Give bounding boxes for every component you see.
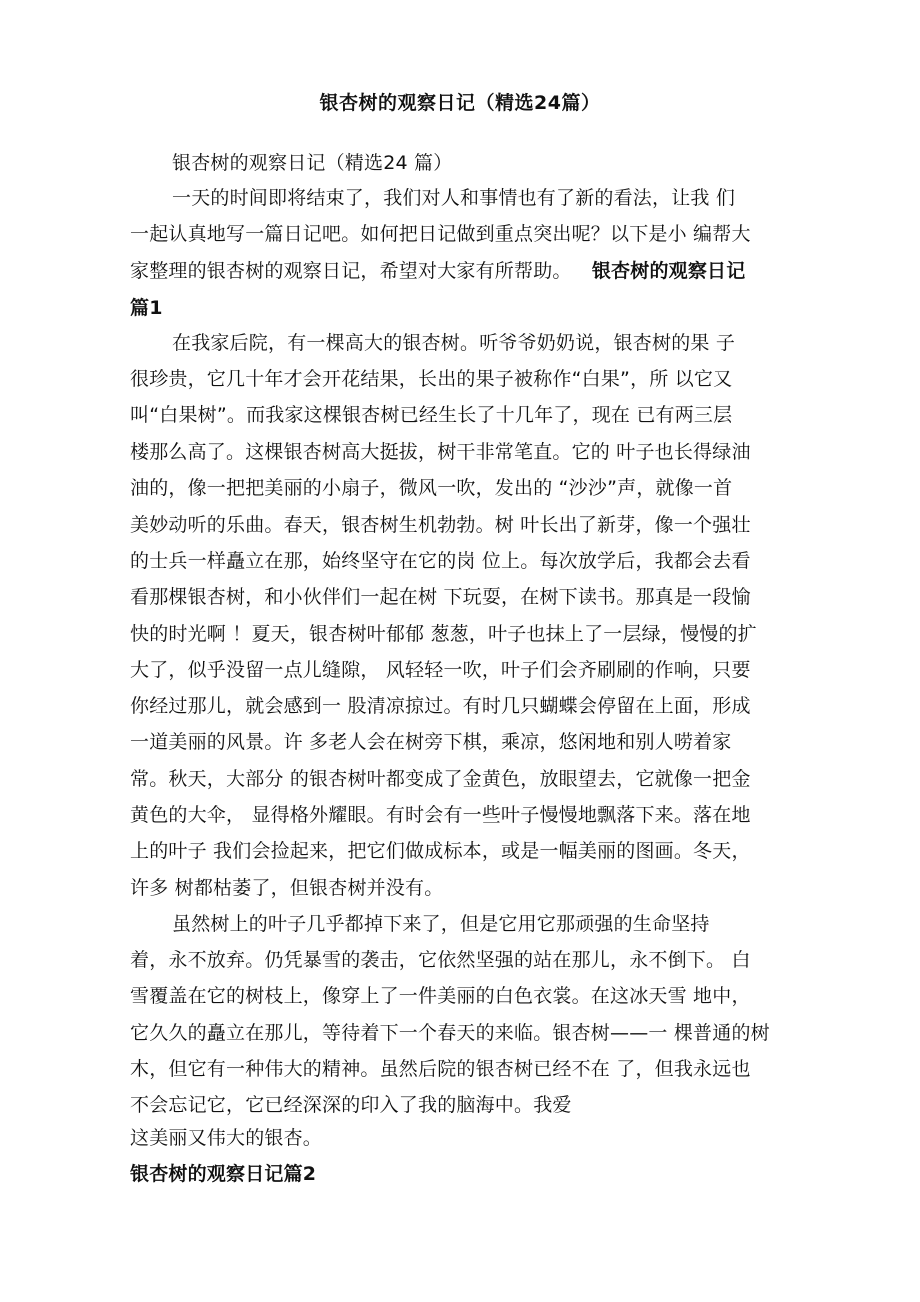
- intro-line: 一起认真地写一篇日记吧。如何把日记做到重点突出呢？以下是小 编帮大: [130, 223, 751, 245]
- document-title: 银杏树的观察日记（精选24篇）: [319, 92, 601, 114]
- paragraph-line: 一道美丽的风景。许 多老人会在树旁下棋，乘凉，悠闲地和别人唠着家: [130, 731, 732, 753]
- paragraph-line: 你经过那儿，就会感到一 股清凉掠过。有时几只蝴蝶会停留在上面，形成: [130, 695, 751, 717]
- paragraph-line: 不会忘记它，它已经深深的印入了我的脑海中。我爱: [130, 1094, 572, 1116]
- section-heading-2: 银杏树的观察日记篇2: [130, 1163, 317, 1185]
- paragraph-line: 上的叶子 我们会捡起来，把它们做成标本，或是一幅美丽的图画。冬天，: [130, 840, 751, 862]
- intro-text: 家整理的银杏树的观察日记，希望对大家有所帮助。: [130, 260, 572, 282]
- paragraph-line: 木，但它有一种伟大的精神。虽然后院的银杏树已经不在 了，但我永远也: [130, 1058, 751, 1080]
- paragraph-line: 大了，似乎没留一点儿缝隙， 风轻轻一吹，叶子们会齐刷刷的作响，只要: [130, 659, 751, 681]
- section-heading-1-number: 篇1: [130, 297, 163, 319]
- paragraph-line: 油的，像一把把美丽的小扇子，微风一吹，发出的 “沙沙”声，就像一首: [130, 477, 733, 499]
- paragraph-line: 着，永不放弃。仍凭暴雪的袭击，它依然坚强的站在那儿，永不倒下。 白: [130, 949, 751, 971]
- paragraph-line: 美妙动听的乐曲。春天，银杏树生机勃勃。树 叶长出了新芽，像一个强壮: [130, 514, 751, 536]
- intro-line: [130, 258, 800, 284]
- paragraph-line: 看那棵银杏树，和小伙伴们一起在树 下玩耍，在树下读书。那真是一段愉: [130, 586, 751, 608]
- paragraph-line: 常。秋天，大部分 的银杏树叶都变成了金黄色，放眼望去，它就像一把金: [130, 768, 751, 790]
- paragraph-line: 快的时光啊 ！夏天，银杏树叶郁郁 葱葱，叶子也抹上了一层绿，慢慢的扩: [130, 623, 757, 645]
- paragraph-line: 许多 树都枯萎了，但银杏树并没有。: [130, 877, 444, 899]
- intro-line: 一天的时间即将结束了，我们对人和事情也有了新的看法，让我 们: [172, 187, 736, 209]
- paragraph-line: 很珍贵，它几十年才会开花结果，长出的果子被称作“白果”，所 以它又: [130, 368, 733, 390]
- paragraph-line: 黄色的大伞， 显得格外耀眼。有时会有一些叶子慢慢地飘落下来。落在地: [130, 804, 751, 826]
- paragraph-line: 它久久的矗立在那儿，等待着下一个春天的来临。银杏树——一 棵普通的树: [130, 1022, 770, 1044]
- section-heading-1: 银杏树的观察日记: [591, 260, 746, 282]
- paragraph-line: 楼那么高了。这棵银杏树高大挺拔，树干非常笔直。它的 叶子也长得绿油: [130, 441, 751, 463]
- paragraph-line: 虽然树上的叶子几乎都掉下来了，但是它用它那顽强的生命坚持: [172, 913, 710, 935]
- paragraph-line: 雪覆盖在它的树枝上，像穿上了一件美丽的白色衣裳。在这冰天雪 地中，: [130, 985, 751, 1007]
- paragraph-line: 这美丽又伟大的银杏。: [130, 1127, 323, 1149]
- paragraph-line: 在我家后院，有一棵高大的银杏树。听爷爷奶奶说，银杏树的果 子: [172, 332, 736, 354]
- paragraph-line: 叫“白果树”。而我家这棵银杏树已经生长了十几年了，现在 已有两三层: [130, 404, 733, 426]
- subtitle-line: 银杏树的观察日记（精选24 篇）: [172, 152, 453, 174]
- paragraph-line: 的士兵一样矗立在那，始终坚守在它的岗 位上。每次放学后，我都会去看: [130, 550, 751, 572]
